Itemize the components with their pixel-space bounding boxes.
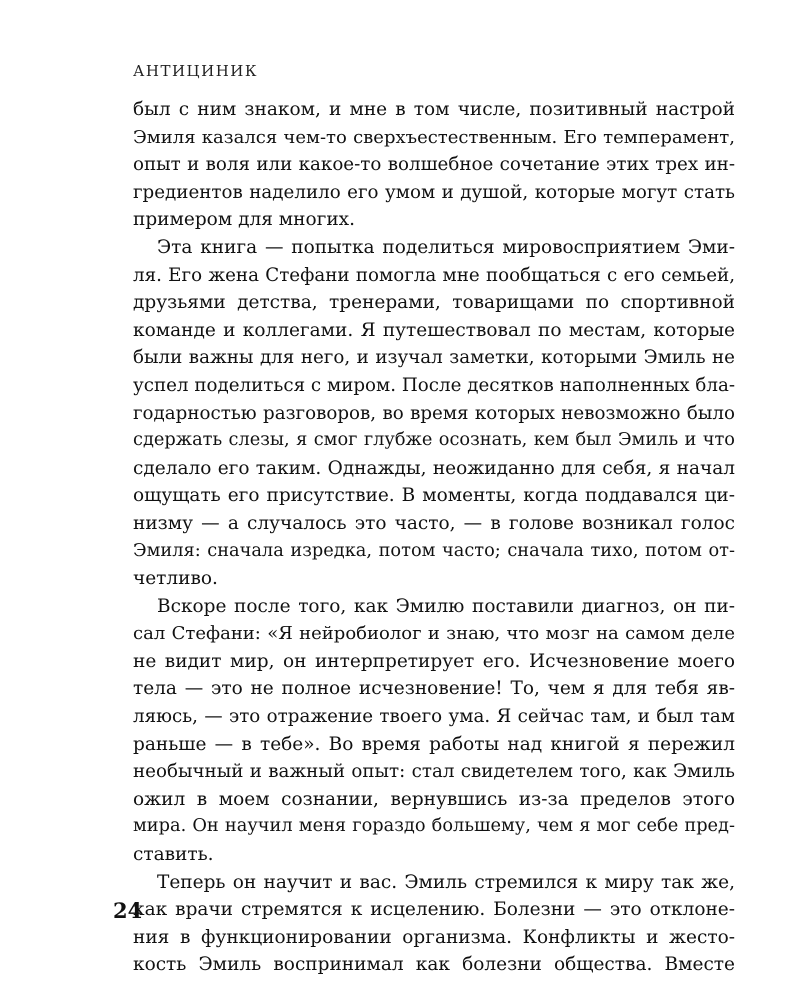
text-line: был с ним знаком, и мне в том числе, позитивный настрой — [133, 99, 735, 120]
text-line: Эта книга — попытка поделиться мировосприятием Эми- — [157, 236, 735, 258]
text-line: успел поделиться с миром. После десятков наполненных бла- — [133, 374, 735, 396]
body-text — [133, 96, 735, 979]
text-line: мира. Он научил меня гораздо большему, чем я мог себе пред- — [133, 816, 735, 837]
text-line: годарностью разговоров, во время которых невозможно было — [133, 402, 735, 424]
text-line: опыт и воля или какое-то волшебное сочетание этих трех ин- — [133, 154, 735, 176]
text-line: ния в функционировании организма. Конфликты и жесто- — [133, 926, 735, 948]
text-line: команде и коллегами. Я путешествовал по местам, которые — [133, 319, 735, 341]
text-line: Вскоре после того, как Эмилю поставили диагноз, он пи- — [157, 595, 735, 617]
text-line: ожил в моем сознании, вернувшись из-за пределов этого — [133, 788, 735, 810]
text-line: не видит мир, он интерпретирует его. Исчезновение моего — [133, 650, 735, 672]
text-line: низму — а случалось это часто, — в голове возникал голос — [133, 512, 735, 534]
text-line: ставить. — [133, 844, 214, 866]
text-line: Теперь он научит и вас. Эмиль стремился к миру так же, — [157, 871, 735, 893]
text-line: тела — это не полное исчезновение! То, чем я для тебя яв- — [133, 678, 735, 700]
text-line: Эмиля: сначала изредка, потом часто; сначала тихо, потом от- — [133, 540, 735, 561]
page-number: 24 — [113, 898, 143, 923]
text-line: Эмиля казался чем-то сверхъестественным. Его темперамент, — [133, 126, 735, 148]
text-line: гредиентов наделило его умом и душой, которые могут стать — [133, 181, 735, 203]
text-line: примером для многих. — [133, 209, 355, 231]
text-line: четливо. — [133, 568, 218, 590]
running-head: АНТИЦИНИК — [133, 62, 258, 80]
text-line: необычный и важный опыт: стал свидетелем того, как Эмиль — [133, 761, 735, 783]
text-line: кость Эмиль воспринимал как болезни общества. Вместе — [133, 954, 735, 976]
text-line: как врачи стремятся к исцелению. Болезни — это отклоне- — [133, 899, 735, 921]
text-line: ляюсь, — это отражение твоего ума. Я сейчас там, и был там — [133, 706, 735, 728]
text-line: раньше — в тебе». Во время работы над книгой я пережил — [133, 733, 735, 755]
text-line: сдержать слезы, я смог глубже осознать, кем был Эмиль и что — [133, 430, 735, 451]
text-line: были важны для него, и изучал заметки, которыми Эмиль не — [133, 347, 735, 369]
text-line: сделало его таким. Однажды, неожиданно для себя, я начал — [133, 457, 735, 479]
text-line: ля. Его жена Стефани помогла мне пообщаться с его семьей, — [133, 264, 735, 286]
text-line: ощущать его присутствие. В моменты, когда поддавался ци- — [133, 485, 735, 507]
text-line: друзьями детства, тренерами, товарищами по спортивной — [133, 292, 735, 314]
text-line: сал Стефани: «Я нейробиолог и знаю, что мозг на самом деле — [133, 623, 735, 645]
